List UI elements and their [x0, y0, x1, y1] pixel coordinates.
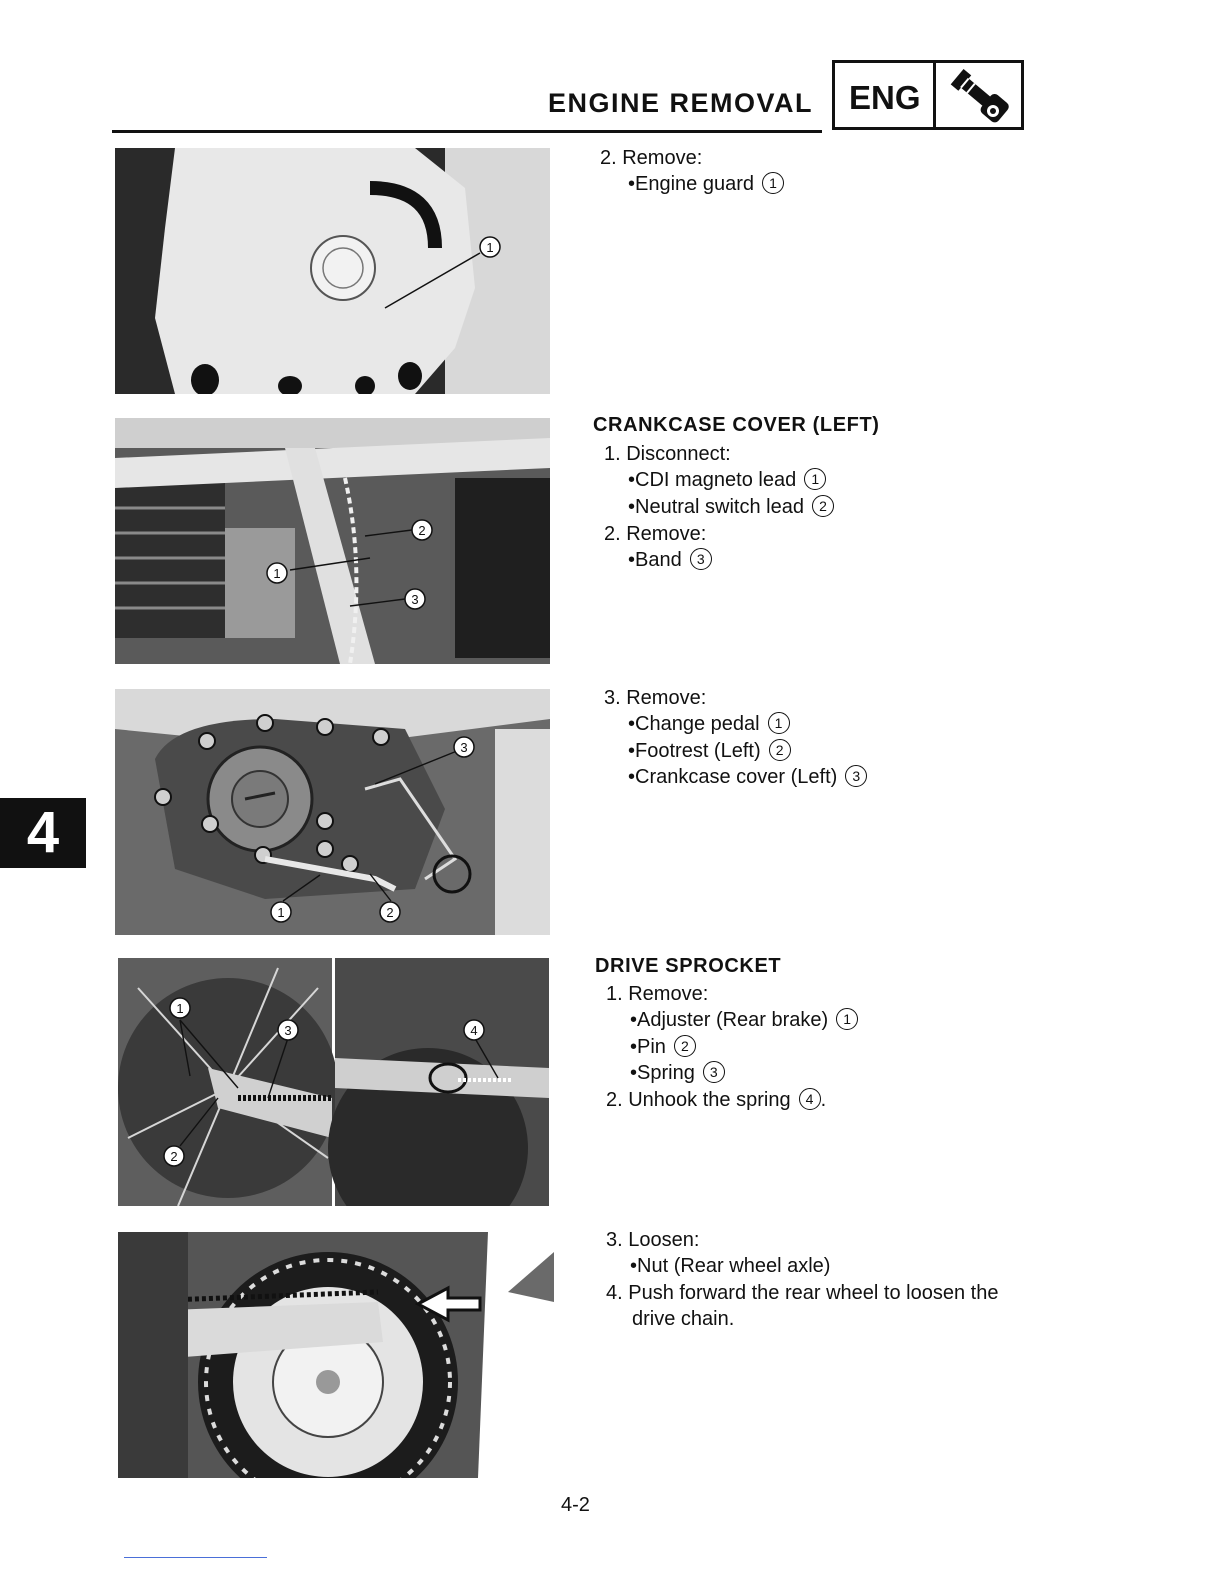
list-item: [628, 494, 834, 520]
callout-number: 1: [176, 1001, 184, 1016]
callout-ref: 1: [804, 468, 826, 490]
list-item: [630, 1060, 725, 1086]
callout-number: 3: [460, 740, 468, 755]
list-item: [630, 1034, 696, 1060]
step-text: 1. Disconnect:: [604, 443, 731, 465]
step-text: 3. Loosen:: [606, 1229, 700, 1251]
photo-drive-sprocket: [118, 958, 549, 1206]
callout-ref: 1: [768, 712, 790, 734]
photo-engine-guard: [115, 148, 550, 394]
photo-rear-wheel: [118, 1232, 554, 1478]
item-label: Engine guard: [635, 173, 754, 195]
bullet: [630, 1255, 637, 1277]
bullet: [630, 1062, 637, 1084]
step-text: 2. Remove:: [600, 147, 703, 169]
bullet: [630, 1036, 637, 1058]
bullet: [628, 173, 635, 195]
callout-ref: 1: [762, 172, 784, 194]
step-text: 3. Remove:: [604, 687, 707, 709]
list-item: [628, 467, 826, 493]
page-title: ENGINE REMOVAL: [548, 88, 814, 118]
spanner-socket-icon: [941, 69, 1021, 127]
callout-ref: 2: [769, 739, 791, 761]
photo-crankcase-cover: [115, 689, 550, 935]
step-text: 2. Remove:: [604, 523, 707, 545]
list-item: [628, 711, 790, 737]
item-label: Pin: [637, 1036, 666, 1058]
list-item: [628, 171, 784, 197]
item-label: Band: [635, 549, 682, 571]
header-rule: [112, 130, 822, 133]
step-text: 4. Push forward the rear wheel to loosen the: [606, 1282, 999, 1304]
item-label: Adjuster (Rear brake): [637, 1009, 829, 1031]
list-item: [630, 1007, 858, 1033]
bullet: [628, 740, 635, 762]
chapter-tab: 4: [0, 798, 86, 868]
callout-number: 1: [273, 566, 281, 581]
callout-ref: 2: [812, 495, 834, 517]
section-badge-label: ENG: [849, 79, 921, 116]
step-text: [606, 1087, 826, 1113]
badge-divider: [933, 63, 936, 127]
bullet: [628, 766, 635, 788]
callout-number: 1: [277, 905, 285, 920]
callout-ref: 4: [799, 1088, 821, 1110]
bullet: [628, 496, 635, 518]
bullet: [628, 469, 635, 491]
step-end: .: [820, 1089, 827, 1111]
item-label: Crankcase cover (Left): [635, 766, 838, 788]
page-number: 4-2: [561, 1494, 590, 1516]
callout-number: 3: [411, 592, 419, 607]
step-text: 1. Remove:: [606, 983, 709, 1005]
callout-number: 4: [470, 1023, 478, 1038]
callout-ref: 1: [836, 1008, 858, 1030]
callout-ref: 3: [703, 1061, 725, 1083]
footer-rule: [124, 1557, 267, 1558]
item-label: CDI magneto lead: [635, 469, 797, 491]
step-text-continued: drive chain.: [632, 1308, 735, 1330]
callout-ref: 3: [690, 548, 712, 570]
section-title: CRANKCASE COVER (LEFT): [593, 414, 880, 436]
list-item: [628, 738, 791, 764]
bullet: [630, 1009, 637, 1031]
item-label: Nut (Rear wheel axle): [637, 1255, 831, 1277]
bullet: [628, 549, 635, 571]
callout-ref: 2: [674, 1035, 696, 1057]
callout-number: 1: [486, 240, 494, 255]
step-label: 2. Unhook the spring: [606, 1089, 791, 1111]
callout-number: 2: [418, 523, 426, 538]
callout-number: 2: [386, 905, 394, 920]
section-badge: [832, 60, 1024, 130]
callout-number: 3: [284, 1023, 292, 1038]
list-item: [628, 547, 712, 573]
item-label: Change pedal: [635, 713, 760, 735]
item-label: Neutral switch lead: [635, 496, 804, 518]
list-item: [628, 764, 867, 790]
callout-number: 2: [170, 1149, 178, 1164]
item-label: Footrest (Left): [635, 740, 761, 762]
bullet: [628, 713, 635, 735]
photo-crankcase-leads: [115, 418, 550, 664]
section-title: DRIVE SPROCKET: [595, 955, 782, 977]
item-label: Spring: [637, 1062, 695, 1084]
list-item: [630, 1253, 830, 1279]
callout-ref: 3: [845, 765, 867, 787]
